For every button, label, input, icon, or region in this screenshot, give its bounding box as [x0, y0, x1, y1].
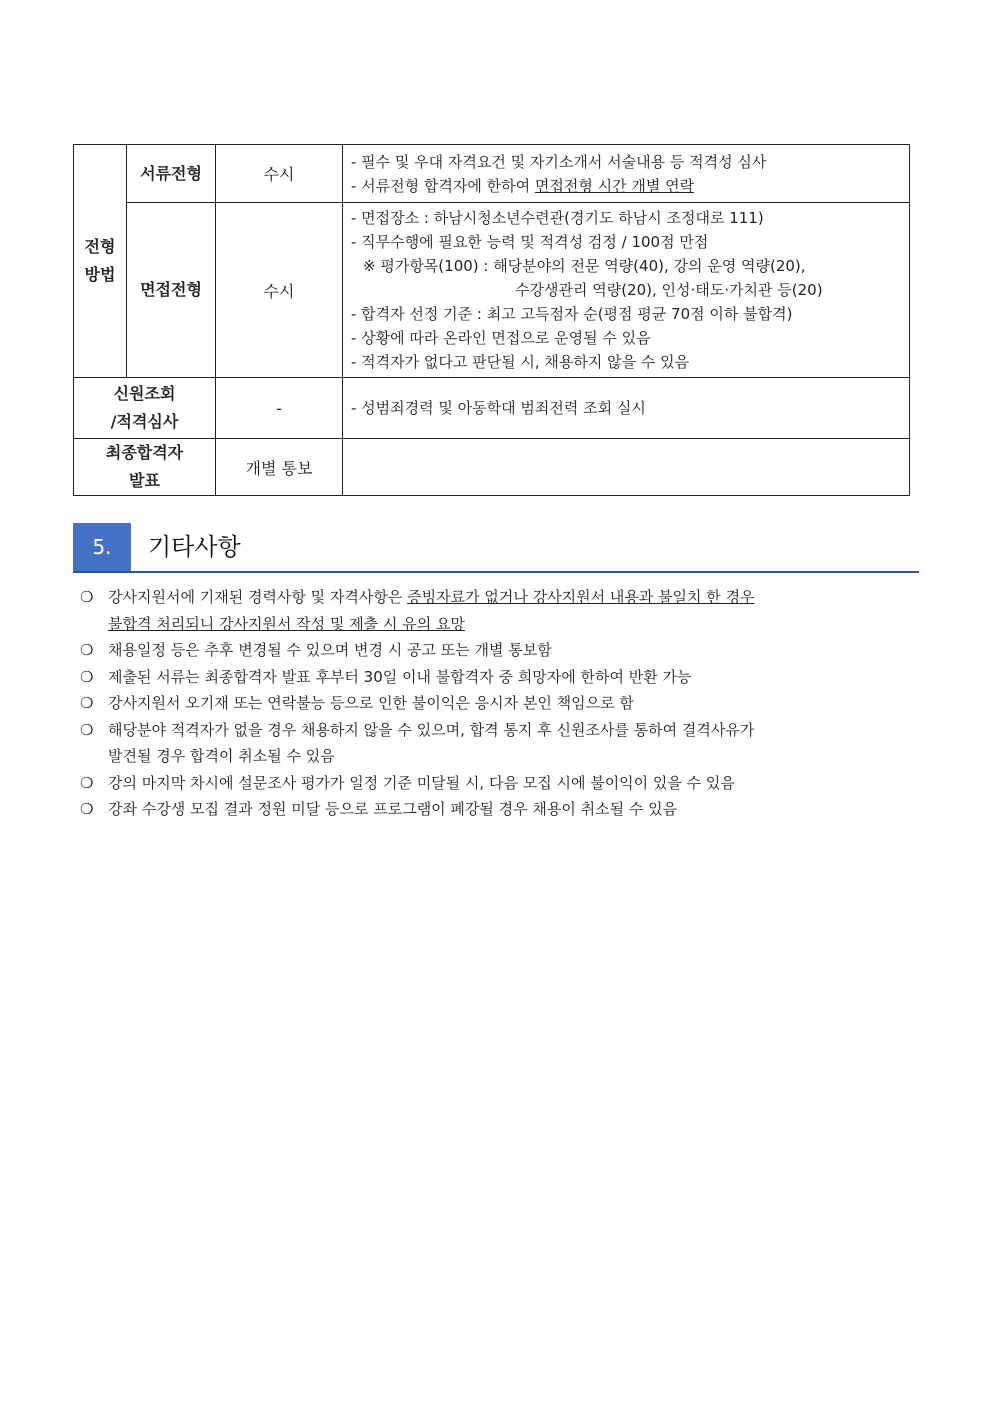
- description-line: - 적격자가 없다고 판단될 시, 채용하지 않을 수 있음: [351, 353, 690, 371]
- list-item: [80, 690, 925, 717]
- description-cell: [343, 145, 910, 203]
- description-text: - 서류전형 합격자에 한하여: [351, 176, 535, 195]
- stage-label: 신원조회 /적격심사: [74, 378, 216, 439]
- description-cell: [343, 439, 910, 496]
- group-label: 전형 방법: [74, 145, 127, 378]
- schedule-cell: -: [216, 378, 343, 439]
- stage-label: 최종합격자 발표: [74, 439, 216, 496]
- underlined-text: 증빙자료가 없거나 강사지원서 내용과 불일치 한 경우: [407, 588, 755, 606]
- notes-list: [80, 584, 925, 823]
- underlined-text: 불합격 처리되니 강사지원서 작성 및 제출 시 유의 요망: [108, 614, 465, 633]
- description-cell: [343, 203, 910, 378]
- underlined-text: 면접전형 시간 개별 연락: [534, 176, 695, 195]
- description-line: - 직무수행에 필요한 능력 및 적격성 검정 / 100점 만점: [351, 233, 709, 251]
- list-item: [80, 770, 925, 797]
- schedule-cell: 수시: [216, 145, 343, 203]
- description-line: [351, 174, 903, 198]
- circle-bullet-icon: ❍: [80, 588, 94, 606]
- section-header: [73, 523, 919, 573]
- item-text: 제출된 서류는 최종합격자 발표 후부터 30일 이내 불합격자 중 희망자에 한하여 반환 가능: [108, 667, 692, 686]
- item-text: 강의 마지막 차시에 설문조사 평가가 일정 기준 미달될 시, 다음 모집 시에 불이익이 있을 수 있음: [108, 773, 735, 792]
- evaluation-note: ※ 평가항목(100) : 해당분야의 전문 역량(40), 강의 운영 역량(20),: [363, 257, 806, 275]
- table-row: [74, 439, 910, 496]
- table-row: [74, 145, 910, 203]
- circle-bullet-icon: ❍: [80, 800, 94, 818]
- circle-bullet-icon: ❍: [80, 694, 94, 712]
- circle-bullet-icon: ❍: [80, 641, 94, 659]
- description-line: - 성범죄경력 및 아동학대 범죄전력 조회 실시: [351, 399, 646, 417]
- list-item: [80, 717, 925, 770]
- evaluation-note: 수강생관리 역량(20), 인성·태도·가치관 등(20): [515, 281, 823, 299]
- circle-bullet-icon: ❍: [80, 720, 94, 739]
- description-line: - 상황에 따라 온라인 면접으로 운영될 수 있음: [351, 329, 651, 347]
- description-line: - 합격자 선정 기준 : 최고 고득점자 순(평점 평균 70점 이하 불합격): [351, 305, 793, 323]
- item-text: 해당분야 적격자가 없을 경우 채용하지 않을 수 있으며, 합격 통지 후 신원조사를 통하여 결격사유가 발견될 경우 합격이 취소될 수 있음: [108, 720, 755, 765]
- list-item: [80, 637, 925, 664]
- list-item: [80, 796, 925, 823]
- item-text: 강사지원서 오기재 또는 연락불능 등으로 인한 불이익은 응시자 본인 책임으로 함: [108, 694, 634, 712]
- section-title: 기타사항: [148, 533, 241, 561]
- item-text: 강좌 수강생 모집 결과 정원 미달 등으로 프로그램이 폐강될 경우 채용이 취소될 수 있음: [108, 800, 678, 818]
- schedule-cell: 개별 통보: [216, 439, 343, 496]
- section-number: 5.: [73, 523, 131, 571]
- description-line: - 면접장소 : 하남시청소년수련관(경기도 하남시 조정대로 111): [351, 209, 764, 227]
- list-item: [80, 664, 925, 691]
- table-row: [74, 203, 910, 378]
- schedule-cell: 수시: [216, 203, 343, 378]
- description-line: - 필수 및 우대 자격요건 및 자기소개서 서술내용 등 적격성 심사: [351, 152, 767, 171]
- stage-label: 서류전형: [127, 145, 216, 203]
- description-cell: [343, 378, 910, 439]
- table-row: [74, 378, 910, 439]
- selection-method-table: [73, 144, 910, 496]
- stage-label: 면접전형: [127, 203, 216, 378]
- circle-bullet-icon: ❍: [80, 667, 94, 686]
- item-text: 채용일정 등은 추후 변경될 수 있으며 변경 시 공고 또는 개별 통보함: [108, 641, 552, 659]
- list-item: [80, 584, 925, 637]
- circle-bullet-icon: ❍: [80, 773, 94, 792]
- item-text: 강사지원서에 기재된 경력사항 및 자격사항은: [108, 588, 408, 606]
